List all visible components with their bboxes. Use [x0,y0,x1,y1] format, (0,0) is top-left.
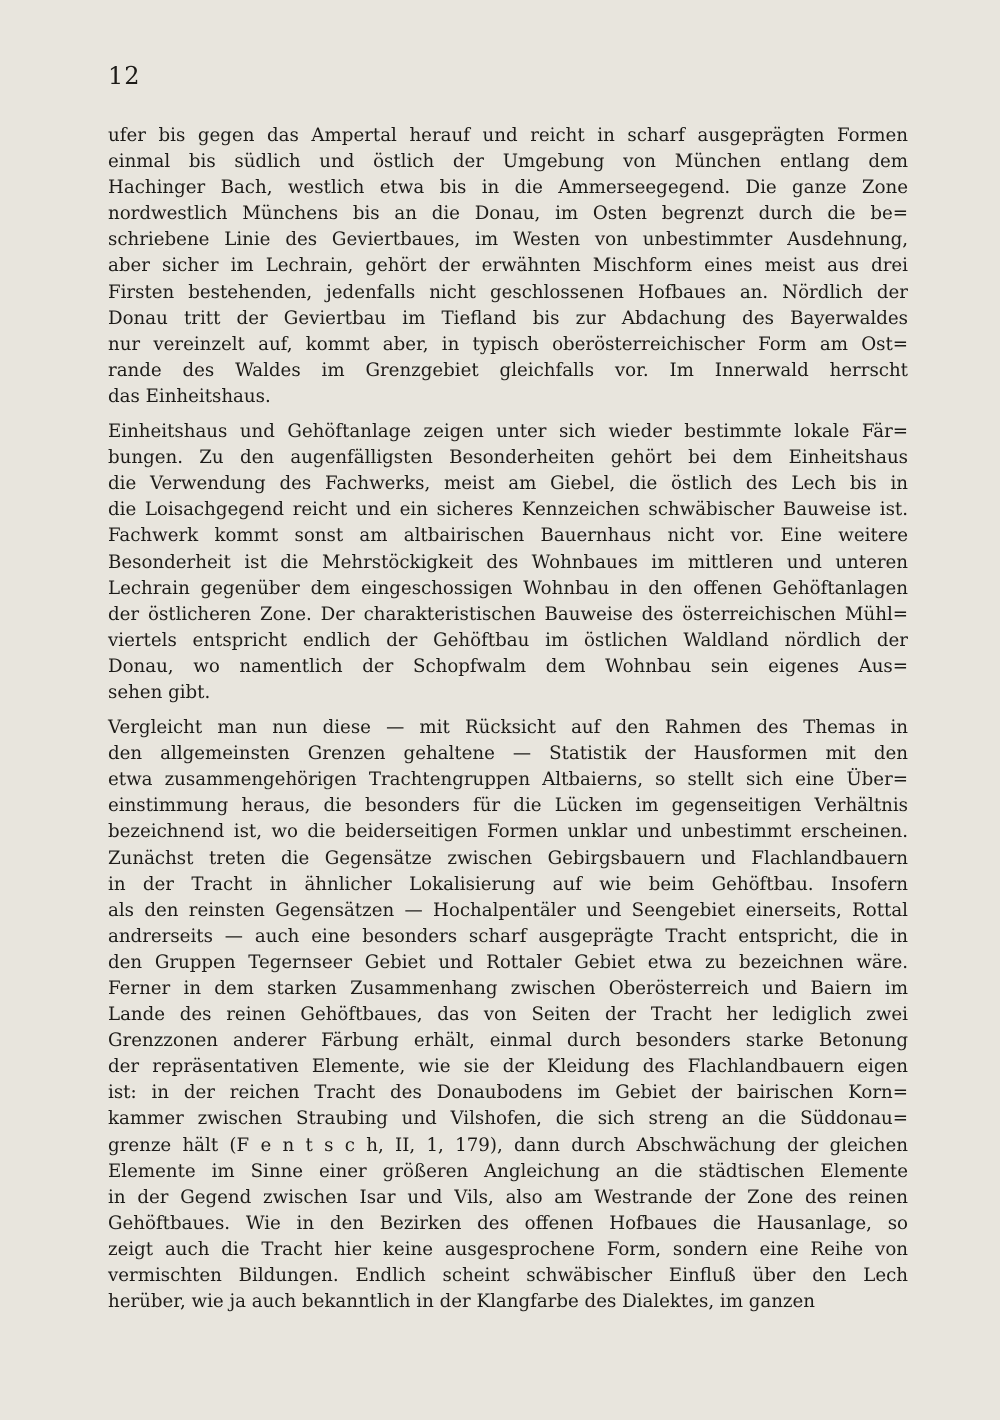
text-line: in der Tracht in ähnlicher Lokalisierung auf wie beim Gehöftbau. Insofern [108,873,908,895]
text-line: der repräsentativen Elemente, wie sie der Kleidung des Flachlandbauern eigen [108,1056,908,1078]
text-line: Vergleicht man nun diese — mit Rücksicht auf den Rahmen des Themas in [108,717,908,739]
text-line: viertels entspricht endlich der Gehöftbau im östlichen Waldland nördlich der [108,629,908,651]
text-line: Donau, wo namentlich der Schopfwalm dem Wohnbau sein eigenes Aus= [108,655,908,677]
text-line: Lechrain gegenüber dem eingeschossigen Wohnbau in den offenen Gehöftanlagen [108,577,908,599]
text-line: schriebene Linie des Geviertbaues, im Westen von unbestimmter Ausdehnung, [108,229,908,251]
text-line: aber sicher im Lechrain, gehört der erwähnten Mischform eines meist aus drei [108,255,908,277]
text-line: rande des Waldes im Grenzgebiet gleichfalls vor. Im Innerwald herrscht [108,359,908,381]
text-line: bungen. Zu den augenfälligsten Besonderheiten gehört bei dem Einheitshaus [108,447,908,469]
text-line: das Einheitshaus. [108,385,271,407]
text-line: einmal bis südlich und östlich der Umgebung von München entlang dem [108,151,908,173]
text-line: grenze hält (F e n t s c h, II, 1, 179), dann durch Abschwächung der gleichen [108,1134,908,1156]
text-line: der östlicheren Zone. Der charakteristischen Bauweise des österreichischen Mühl= [108,603,908,625]
body-text [108,123,908,1315]
text-line: ufer bis gegen das Ampertal herauf und reicht in scharf ausgeprägten Formen [108,125,908,146]
text-line: Fachwerk kommt sonst am altbairischen Bauernhaus nicht vor. Eine weitere [108,525,908,547]
paragraph [108,715,908,1315]
paragraph [108,419,908,706]
text-line: herüber, wie ja auch bekanntlich in der Klangfarbe des Dialektes, im ganzen [108,1291,815,1313]
text-line: vermischten Bildungen. Endlich scheint schwäbischer Einfluß über den Lech [108,1265,908,1287]
text-line: nordwestlich Münchens bis an die Donau, im Osten begrenzt durch die be= [108,203,908,225]
text-line: Gehöftbaues. Wie in den Bezirken des offenen Hofbaues die Hausanlage, so [108,1212,908,1234]
text-line: sehen gibt. [108,681,211,703]
text-line: Lande des reinen Gehöftbaues, das von Seiten der Tracht her lediglich zwei [108,1004,908,1026]
text-line: Elemente im Sinne einer größeren Angleichung an die städtischen Elemente [108,1160,908,1182]
text-line: Zunächst treten die Gegensätze zwischen Gebirgsbauern und Flachlandbauern [108,847,908,869]
text-line: etwa zusammengehörigen Trachtengruppen Altbaierns, so stellt sich eine Über= [108,769,908,791]
paragraph-gap [108,410,908,419]
paragraph [108,123,908,410]
text-line: zeigt auch die Tracht hier keine ausgesprochene Form, sondern eine Reihe von [108,1238,908,1260]
text-line: den Gruppen Tegernseer Gebiet und Rottaler Gebiet etwa zu bezeichnen wäre. [108,951,908,973]
text-line: nur vereinzelt auf, kommt aber, in typisch oberösterreichischer Form am Ost= [108,333,908,355]
text-line: bezeichnend ist, wo die beiderseitigen Formen unklar und unbestimmt erscheinen. [108,821,908,843]
text-line: Grenzzonen anderer Färbung erhält, einmal durch besonders starke Betonung [108,1030,908,1052]
text-line: die Verwendung des Fachwerks, meist am Giebel, die östlich des Lech bis in [108,473,908,495]
text-line: den allgemeinsten Grenzen gehaltene — Statistik der Hausformen mit den [108,743,908,765]
page-number: 12 [108,62,141,90]
text-line: als den reinsten Gegensätzen — Hochalpentäler und Seengebiet einerseits, Rottal [108,899,908,921]
text-line: Firsten bestehenden, jedenfalls nicht geschlossenen Hofbaues an. Nördlich der [108,281,908,303]
text-line: kammer zwischen Straubing und Vilshofen, die sich streng an die Süddonau= [108,1108,908,1130]
text-line: einstimmung heraus, die besonders für die Lücken im gegenseitigen Verhältnis [108,795,908,817]
text-line: Ferner in dem starken Zusammenhang zwischen Oberösterreich und Baiern im [108,978,908,999]
text-line: andrerseits — auch eine besonders scharf ausgeprägte Tracht entspricht, die in [108,925,908,947]
text-line: ist: in der reichen Tracht des Donaubodens im Gebiet der bairischen Korn= [108,1082,908,1104]
text-line: Donau tritt der Geviertbau im Tiefland bis zur Abdachung des Bayerwaldes [108,307,908,329]
paragraph-gap [108,706,908,715]
text-line: die Loisachgegend reicht und ein sicheres Kennzeichen schwäbischer Bauweise ist. [108,499,908,521]
text-line: Einheitshaus und Gehöftanlage zeigen unter sich wieder bestimmte lokale Fär= [108,421,908,443]
text-line: Hachinger Bach, westlich etwa bis in die Ammerseegegend. Die ganze Zone [108,177,908,199]
text-line: in der Gegend zwischen Isar und Vils, also am Westrande der Zone des reinen [108,1186,908,1208]
text-line: Besonderheit ist die Mehrstöckigkeit des Wohnbaues im mittleren und unteren [108,551,908,573]
